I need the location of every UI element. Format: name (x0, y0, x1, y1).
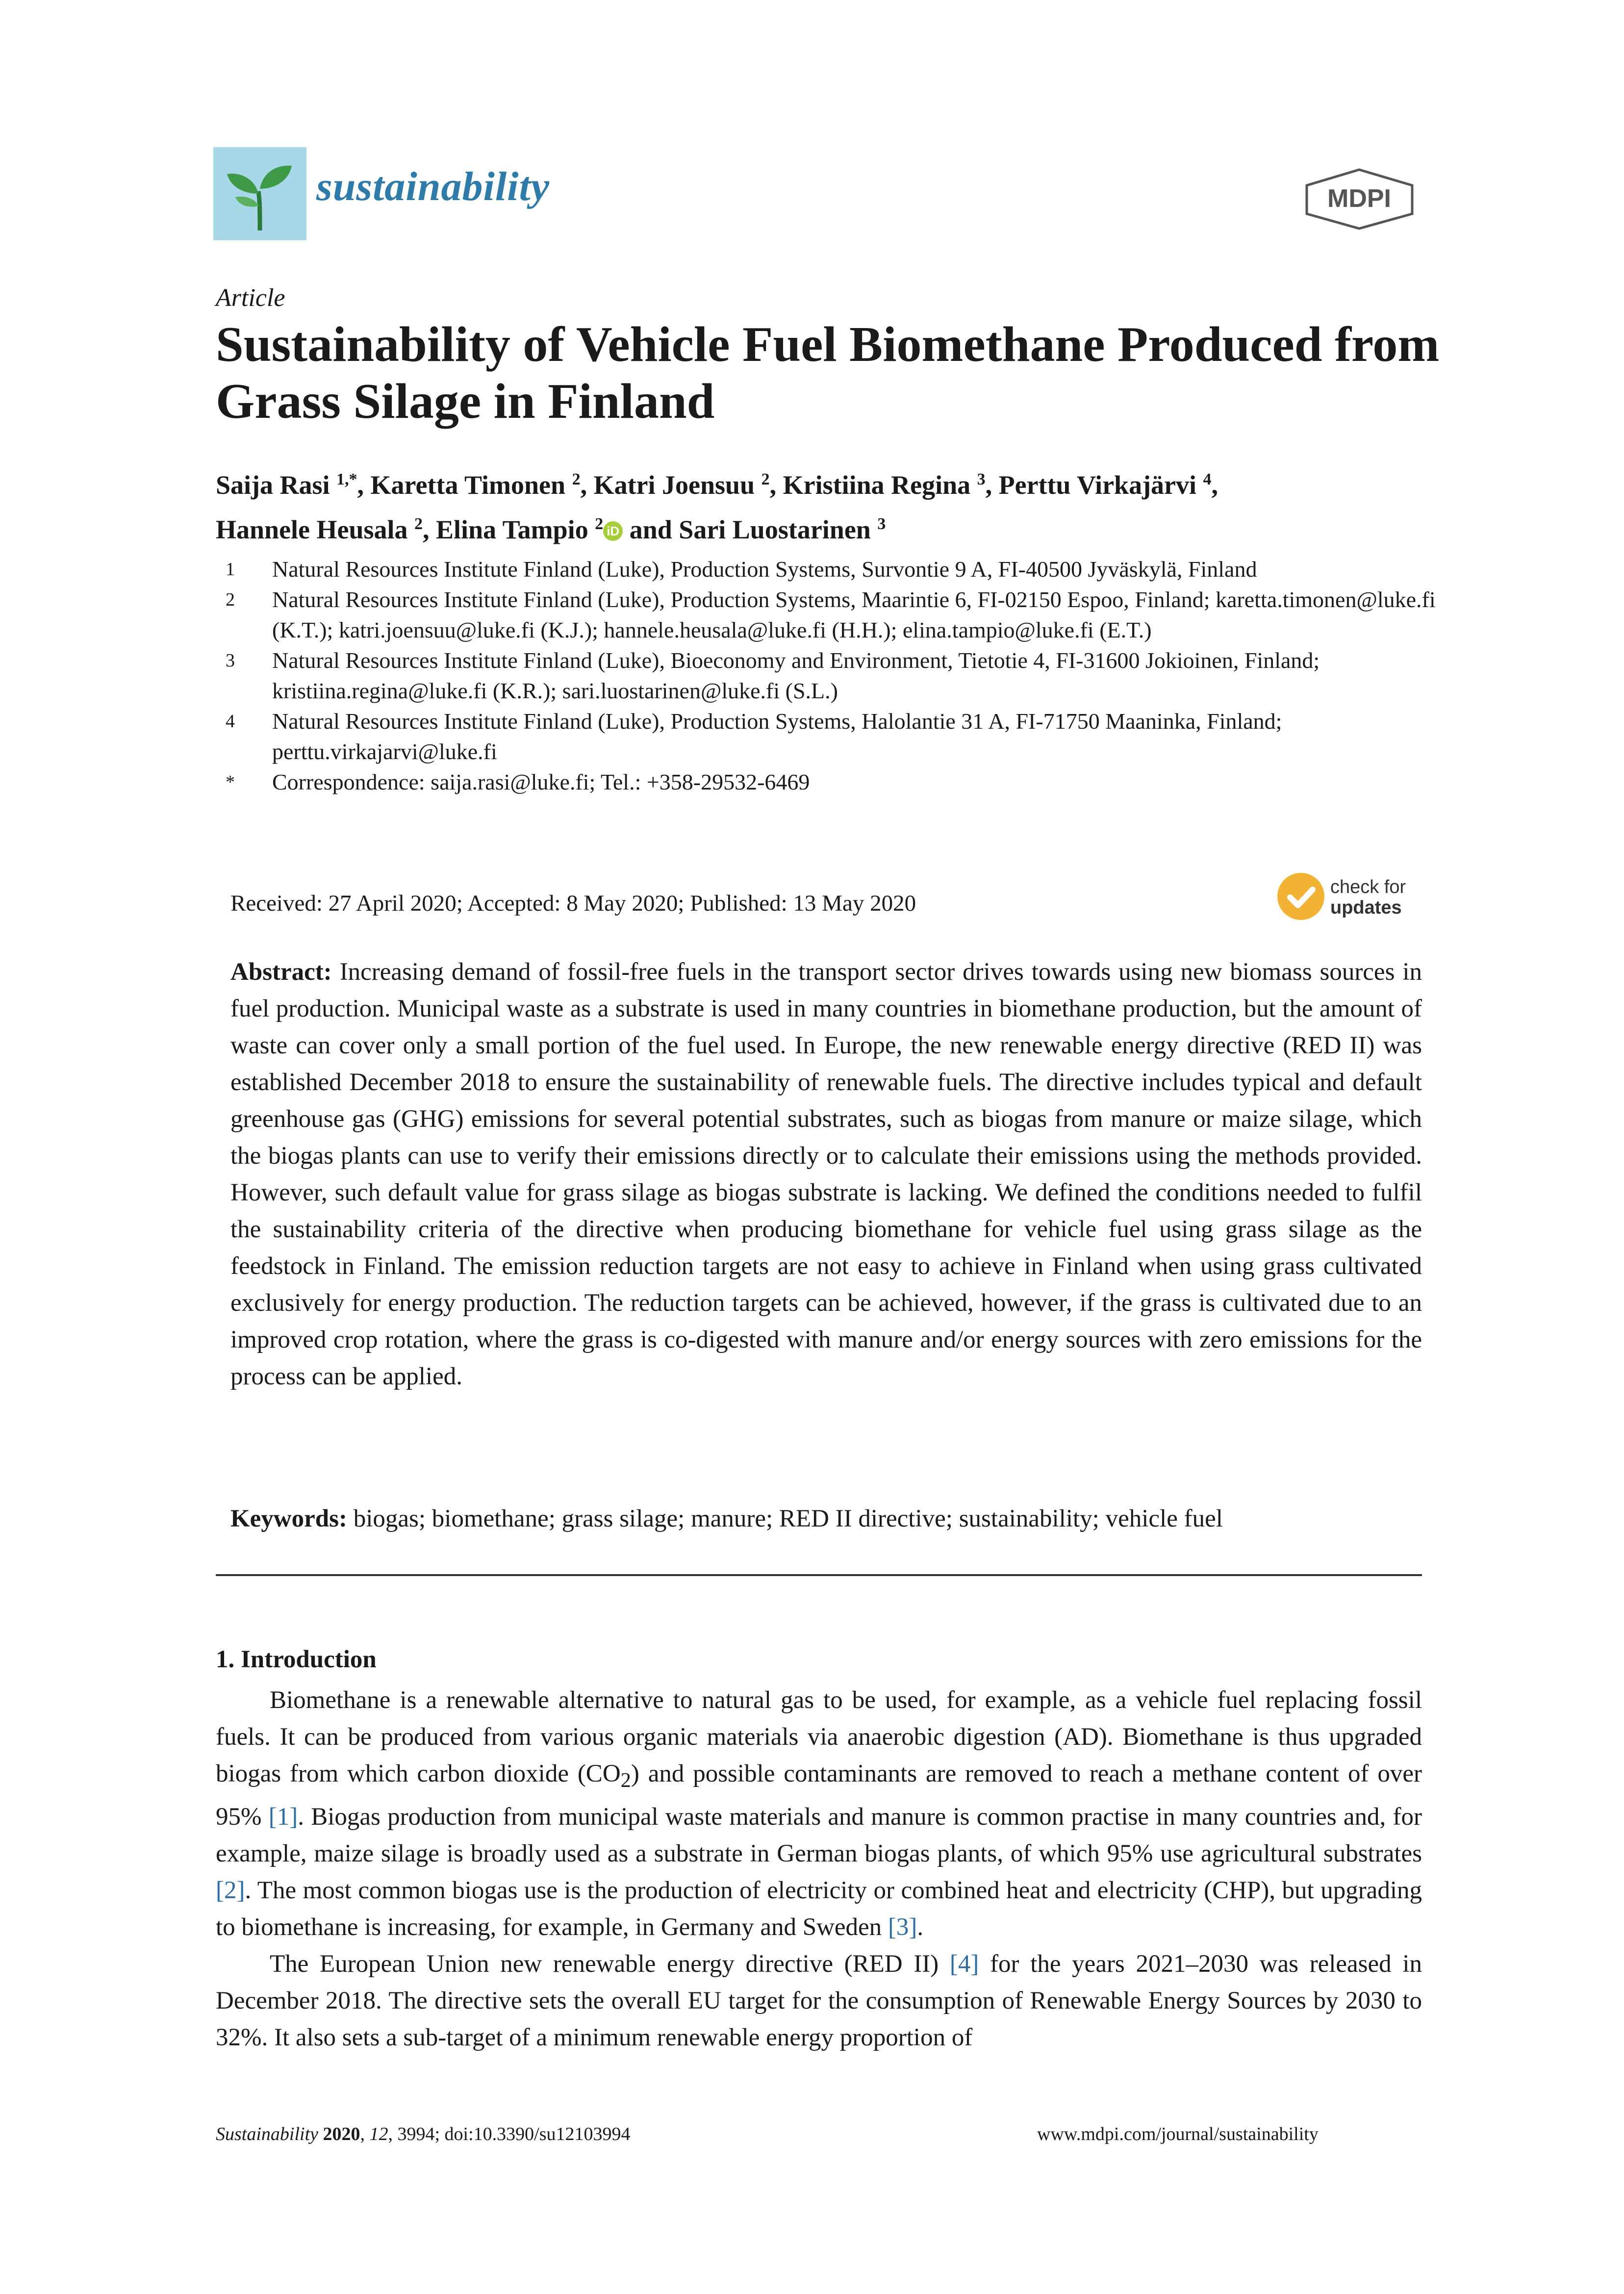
check-updates-label: check for updates (1330, 877, 1406, 918)
author-name: Katri Joensuu (593, 470, 755, 500)
affiliation-mark: 1 (226, 559, 235, 580)
author-connector: and (629, 515, 672, 544)
citation-link[interactable]: [1] (268, 1803, 298, 1831)
affiliation-mark: * (226, 772, 235, 792)
affiliation-text: Natural Resources Institute Finland (Luke), Production Systems, Survontie 9 A, FI-40500 Jyväskylä, Finland (272, 557, 1257, 582)
author-affiliation: 3 (877, 515, 886, 533)
author-name: Saija Rasi (216, 470, 330, 500)
divider (216, 1574, 1422, 1576)
author-name: Kristiina Regina (783, 470, 971, 500)
citation-link[interactable]: [4] (949, 1950, 979, 1978)
keywords (230, 1501, 1422, 1537)
paragraph: The European Union new renewable energy directive (RED II) [4] for the years 2021–2030 was released in December 2018. The directive sets the overall EU target for the consumption of Renewable Energy Sources by 2030 to 32%. It also sets a sub-target of a minimum renewable energy proportion of (216, 1950, 1422, 2052)
section-heading: 1. Introduction (216, 1646, 377, 1673)
affiliation-item (226, 706, 1442, 767)
citation-link[interactable]: [3] (888, 1913, 917, 1941)
affiliation-item (226, 645, 1442, 706)
author-affiliation: 2 (414, 515, 423, 533)
footer-url[interactable]: www.mdpi.com/journal/sustainability (1037, 2124, 1319, 2144)
check-for-updates-button[interactable] (1277, 868, 1424, 922)
affiliation-mark: 3 (226, 650, 235, 671)
author-affiliation: 2 (595, 515, 604, 533)
author-name: Karetta Timonen (370, 470, 566, 500)
paper-title: Sustainability of Vehicle Fuel Biomethane Produced from Grass Silage in Finland (216, 317, 1440, 429)
author-affiliation: 2 (761, 470, 770, 488)
author-name: Perttu Virkajärvi (998, 470, 1197, 500)
affiliation-mark: 2 (226, 589, 235, 610)
keywords-label: Keywords: (230, 1505, 347, 1532)
author-affiliation: 2 (572, 470, 581, 488)
mdpi-logo-icon (1302, 167, 1417, 230)
author-name: Elina Tampio (436, 515, 588, 544)
check-updates-icon (1277, 873, 1324, 920)
section-body (216, 1682, 1422, 2056)
orcid-icon[interactable]: iD (603, 521, 623, 541)
author-name: Hannele Heusala (216, 515, 408, 544)
author-name: Sari Luostarinen (679, 515, 871, 544)
affiliation-text: Natural Resources Institute Finland (Luke), Bioeconomy and Environment, Tietotie 4, FI-31600 Jokioinen, Finland; kristiina.regina@luke.fi (K.R.); sari.luostarinen@luke.fi (S.L.) (272, 648, 1320, 703)
abstract-label: Abstract: (230, 958, 332, 986)
svg-text:MDPI: MDPI (1327, 184, 1391, 213)
journal-logo-icon (213, 147, 306, 240)
footer-citation: Sustainability 2020, 12, 3994; doi:10.3390/su12103994 (216, 2124, 631, 2144)
affiliation-mark: 4 (226, 711, 235, 732)
paragraph: Biomethane is a renewable alternative to natural gas to be used, for example, as a vehicle fuel replacing fossil fuels. It can be produced from various organic materials via anaerobic digestion (AD). Biomethane is thus upgraded biogas from which carbon dioxide $(CO_2)$ and possible contaminants are removed to reach a methane content of over 95% [1]. Biogas production from municipal waste materials and manure is common practise in many countries and, for example, maize silage is broadly used as a substrate in German biogas plants, of which 95% use agricultural substrates [2]. The most common biogas use is the production of electricity or combined heat and electricity (CHP), but upgrading to biomethane is increasing, for example, in Germany and Sweden [3]. (216, 1686, 1422, 1941)
journal-name: sustainability (316, 164, 550, 209)
affiliation-item (226, 585, 1442, 645)
affiliation-text: Natural Resources Institute Finland (Luke), Production Systems, Maarintie 6, FI-02150 Espoo, Finland; karetta.timonen@luke.fi (K.T.); katri.joensuu@luke.fi (K.J.); hannele.heusala@luke.fi (H.H.); elina.tampio@luke.fi (E.T.) (272, 587, 1436, 642)
citation-link[interactable]: [2] (216, 1877, 245, 1905)
affiliation-item (226, 554, 1442, 585)
affiliation-item (226, 767, 1442, 797)
author-affiliation: 1,* (336, 470, 357, 488)
keywords-text: biogas; biomethane; grass silage; manure; RED II directive; sustainability; vehicle fuel (353, 1505, 1223, 1532)
abstract (230, 954, 1422, 1395)
affiliations (226, 554, 1442, 797)
article-type: Article (216, 284, 285, 312)
publication-dates: Received: 27 April 2020; Accepted: 8 May 2020; Published: 13 May 2020 (230, 891, 916, 916)
affiliation-text: Correspondence: saija.rasi@luke.fi; Tel.: +358-29532-6469 (272, 769, 810, 794)
author-affiliation: 4 (1203, 470, 1212, 488)
author-affiliation: 3 (977, 470, 986, 488)
affiliation-text: Natural Resources Institute Finland (Luke), Production Systems, Halolantie 31 A, FI-71750 Maaninka, Finland; perttu.virkajarvi@luke.fi (272, 709, 1282, 764)
abstract-text: Increasing demand of fossil-free fuels in the transport sector drives towards using new biomass sources in fuel production. Municipal waste as a substrate is used in many countries in biomethane production, but the amount of waste can cover only a small portion of the fuel used. In Europe, the new renewable energy directive (RED II) was established December 2018 to ensure the sustainability of renewable fuels. The directive includes typical and default greenhouse gas (GHG) emissions for several potential substrates, such as biogas from manure or maize silage, which the biogas plants can use to verify their emissions directly or to calculate their emissions using the methods provided. However, such default value for grass silage as biogas substrate is lacking. We defined the conditions needed to fulfil the sustainability criteria of the directive when producing biomethane for vehicle fuel using grass silage as the feedstock in Finland. The emission reduction targets are not easy to achieve in Finland when using grass cultivated exclusively for energy production. The reduction targets can be achieved, however, if the grass is cultivated due to an improved crop rotation, where the grass is co-digested with manure and/or energy sources with zero emissions for the process can be applied. (230, 958, 1422, 1390)
author-list: Saija Rasi $^{1,*}$, Karetta Timonen $^2$, Katri Joensuu $^2$, Kristiina Regina $^3$, Perttu Virkajärvi $^4$, Hannele Heusala $^2$, Elina Tampio $^2$ iD and Sari Luostarinen $^3$ (216, 470, 1218, 544)
